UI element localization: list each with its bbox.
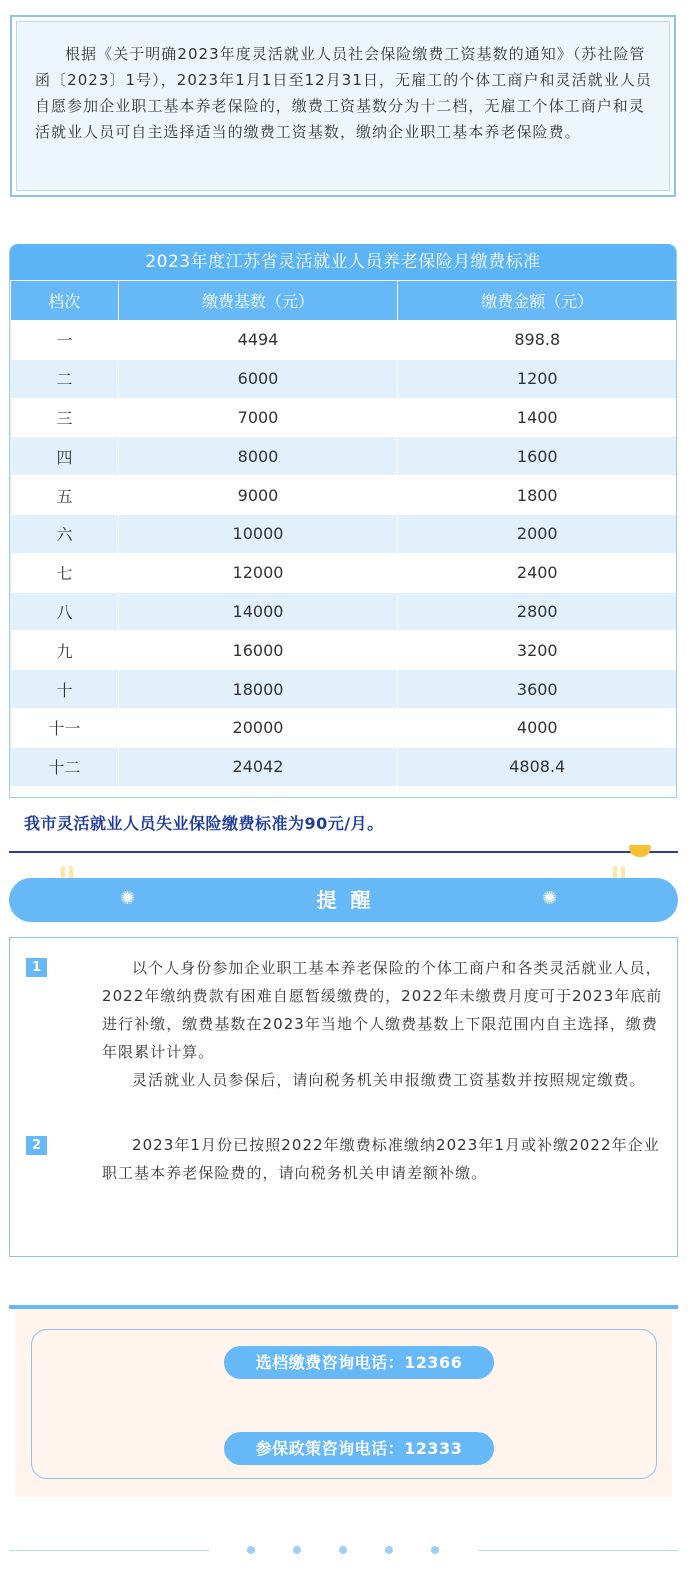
header-grade: 档次 bbox=[11, 281, 119, 321]
grade-cell: 二 bbox=[11, 359, 119, 398]
amount-cell: 3200 bbox=[398, 631, 677, 670]
number-badge: 1 bbox=[26, 958, 47, 977]
grade-cell: 九 bbox=[11, 631, 119, 670]
table-row bbox=[11, 321, 677, 360]
table-row bbox=[11, 437, 677, 476]
grade-cell: 五 bbox=[11, 476, 119, 515]
footer-dot bbox=[339, 1546, 347, 1554]
reminder-paragraph: 以个人身份参加企业职工基本养老保险的个体工商户和各类灵活就业人员，2022年缴纳费款有困难自愿暂缓缴费的，2022年未缴费月度可于2023年底前进行补缴，缴费基数在2023年当地个人缴费基数上下限范围内自主选择，缴费年限累计计算。 bbox=[102, 959, 663, 1061]
header-amount: 缴费金额（元） bbox=[398, 281, 677, 321]
divider-line bbox=[9, 851, 678, 853]
table-row bbox=[11, 670, 677, 709]
table-row bbox=[11, 514, 677, 553]
amount-cell: 2800 bbox=[398, 592, 677, 631]
contact-section bbox=[15, 1309, 672, 1497]
reminder-header bbox=[9, 878, 678, 922]
footer-dot bbox=[293, 1546, 301, 1554]
base-cell: 6000 bbox=[119, 359, 398, 398]
amount-cell: 2000 bbox=[398, 514, 677, 553]
header-base: 缴费基数（元） bbox=[119, 281, 398, 321]
table-header-row bbox=[11, 281, 677, 321]
amount-cell: 1600 bbox=[398, 437, 677, 476]
footer-dot bbox=[247, 1546, 255, 1554]
footer-line-left bbox=[9, 1550, 209, 1551]
grade-cell: 十二 bbox=[11, 747, 119, 785]
amount-cell: 3600 bbox=[398, 670, 677, 709]
base-cell: 20000 bbox=[119, 708, 398, 747]
grade-cell: 十 bbox=[11, 670, 119, 709]
grade-cell: 四 bbox=[11, 437, 119, 476]
reminder-title: 提醒 bbox=[316, 888, 385, 912]
intro-notice-inner bbox=[16, 21, 670, 191]
table-row bbox=[11, 631, 677, 670]
grade-cell: 三 bbox=[11, 398, 119, 437]
base-cell: 10000 bbox=[119, 514, 398, 553]
table-row bbox=[11, 398, 677, 437]
footer-dot bbox=[431, 1546, 439, 1554]
hotline-12366[interactable]: 选档缴费咨询电话：12366 bbox=[224, 1346, 494, 1379]
reminder-paragraph: 灵活就业人员参保后，请向税务机关申报缴费工资基数并按照规定缴费。 bbox=[132, 1071, 646, 1089]
table-row bbox=[11, 592, 677, 631]
base-cell: 8000 bbox=[119, 437, 398, 476]
grade-cell: 七 bbox=[11, 553, 119, 592]
gold-ingot-icon bbox=[629, 845, 651, 857]
table-row bbox=[11, 476, 677, 515]
intro-notice-box bbox=[10, 15, 676, 197]
base-cell: 24042 bbox=[119, 747, 398, 785]
grade-cell: 八 bbox=[11, 592, 119, 631]
amount-cell: 898.8 bbox=[398, 321, 677, 360]
amount-cell: 4000 bbox=[398, 708, 677, 747]
table-row bbox=[11, 553, 677, 592]
base-cell: 4494 bbox=[119, 321, 398, 360]
base-cell: 12000 bbox=[119, 553, 398, 592]
base-cell: 16000 bbox=[119, 631, 398, 670]
base-cell: 9000 bbox=[119, 476, 398, 515]
amount-cell: 1200 bbox=[398, 359, 677, 398]
footer-line-right bbox=[478, 1550, 678, 1551]
base-cell: 7000 bbox=[119, 398, 398, 437]
footer-dot bbox=[385, 1546, 393, 1554]
contact-card bbox=[31, 1329, 657, 1479]
table-row bbox=[11, 747, 677, 785]
amount-cell: 4808.4 bbox=[398, 747, 677, 785]
contribution-table bbox=[10, 280, 677, 786]
intro-text: 根据《关于明确2023年度灵活就业人员社会保险缴费工资基数的通知》（苏社险管函〔2023〕1号），2023年1月1日至12月31日，无雇工的个体工商户和灵活就业人员自愿参加企业职工基本养老保险的，缴费工资基数分为十二档，无雇工个体工商户和灵活就业人员可自主选择适当的缴费工资基数，缴纳企业职工基本养老保险费。 bbox=[35, 45, 652, 141]
table-row bbox=[11, 359, 677, 398]
base-cell: 14000 bbox=[119, 592, 398, 631]
grade-cell: 一 bbox=[11, 321, 119, 360]
grade-cell: 六 bbox=[11, 514, 119, 553]
table-title: 2023年度江苏省灵活就业人员养老保险月缴费标准 bbox=[10, 244, 676, 280]
hotline-12333[interactable]: 参保政策咨询电话：12333 bbox=[224, 1432, 494, 1465]
table-row bbox=[11, 708, 677, 747]
grade-cell: 十一 bbox=[11, 708, 119, 747]
contribution-table-card bbox=[9, 244, 677, 798]
amount-cell: 1400 bbox=[398, 398, 677, 437]
firework-icon: ✺ bbox=[120, 888, 136, 909]
amount-cell: 1800 bbox=[398, 476, 677, 515]
reminder-paragraph: 2023年1月份已按照2022年缴费标准缴纳2023年1月或补缴2022年企业职工基本养老保险费的，请向税务机关申请差额补缴。 bbox=[102, 1136, 660, 1182]
firework-icon: ✺ bbox=[542, 888, 558, 909]
reminder-box bbox=[9, 937, 678, 1257]
base-cell: 18000 bbox=[119, 670, 398, 709]
unemployment-note: 我市灵活就业人员失业保险缴费标准为90元/月。 bbox=[24, 814, 384, 833]
amount-cell: 2400 bbox=[398, 553, 677, 592]
number-badge: 2 bbox=[26, 1136, 47, 1155]
